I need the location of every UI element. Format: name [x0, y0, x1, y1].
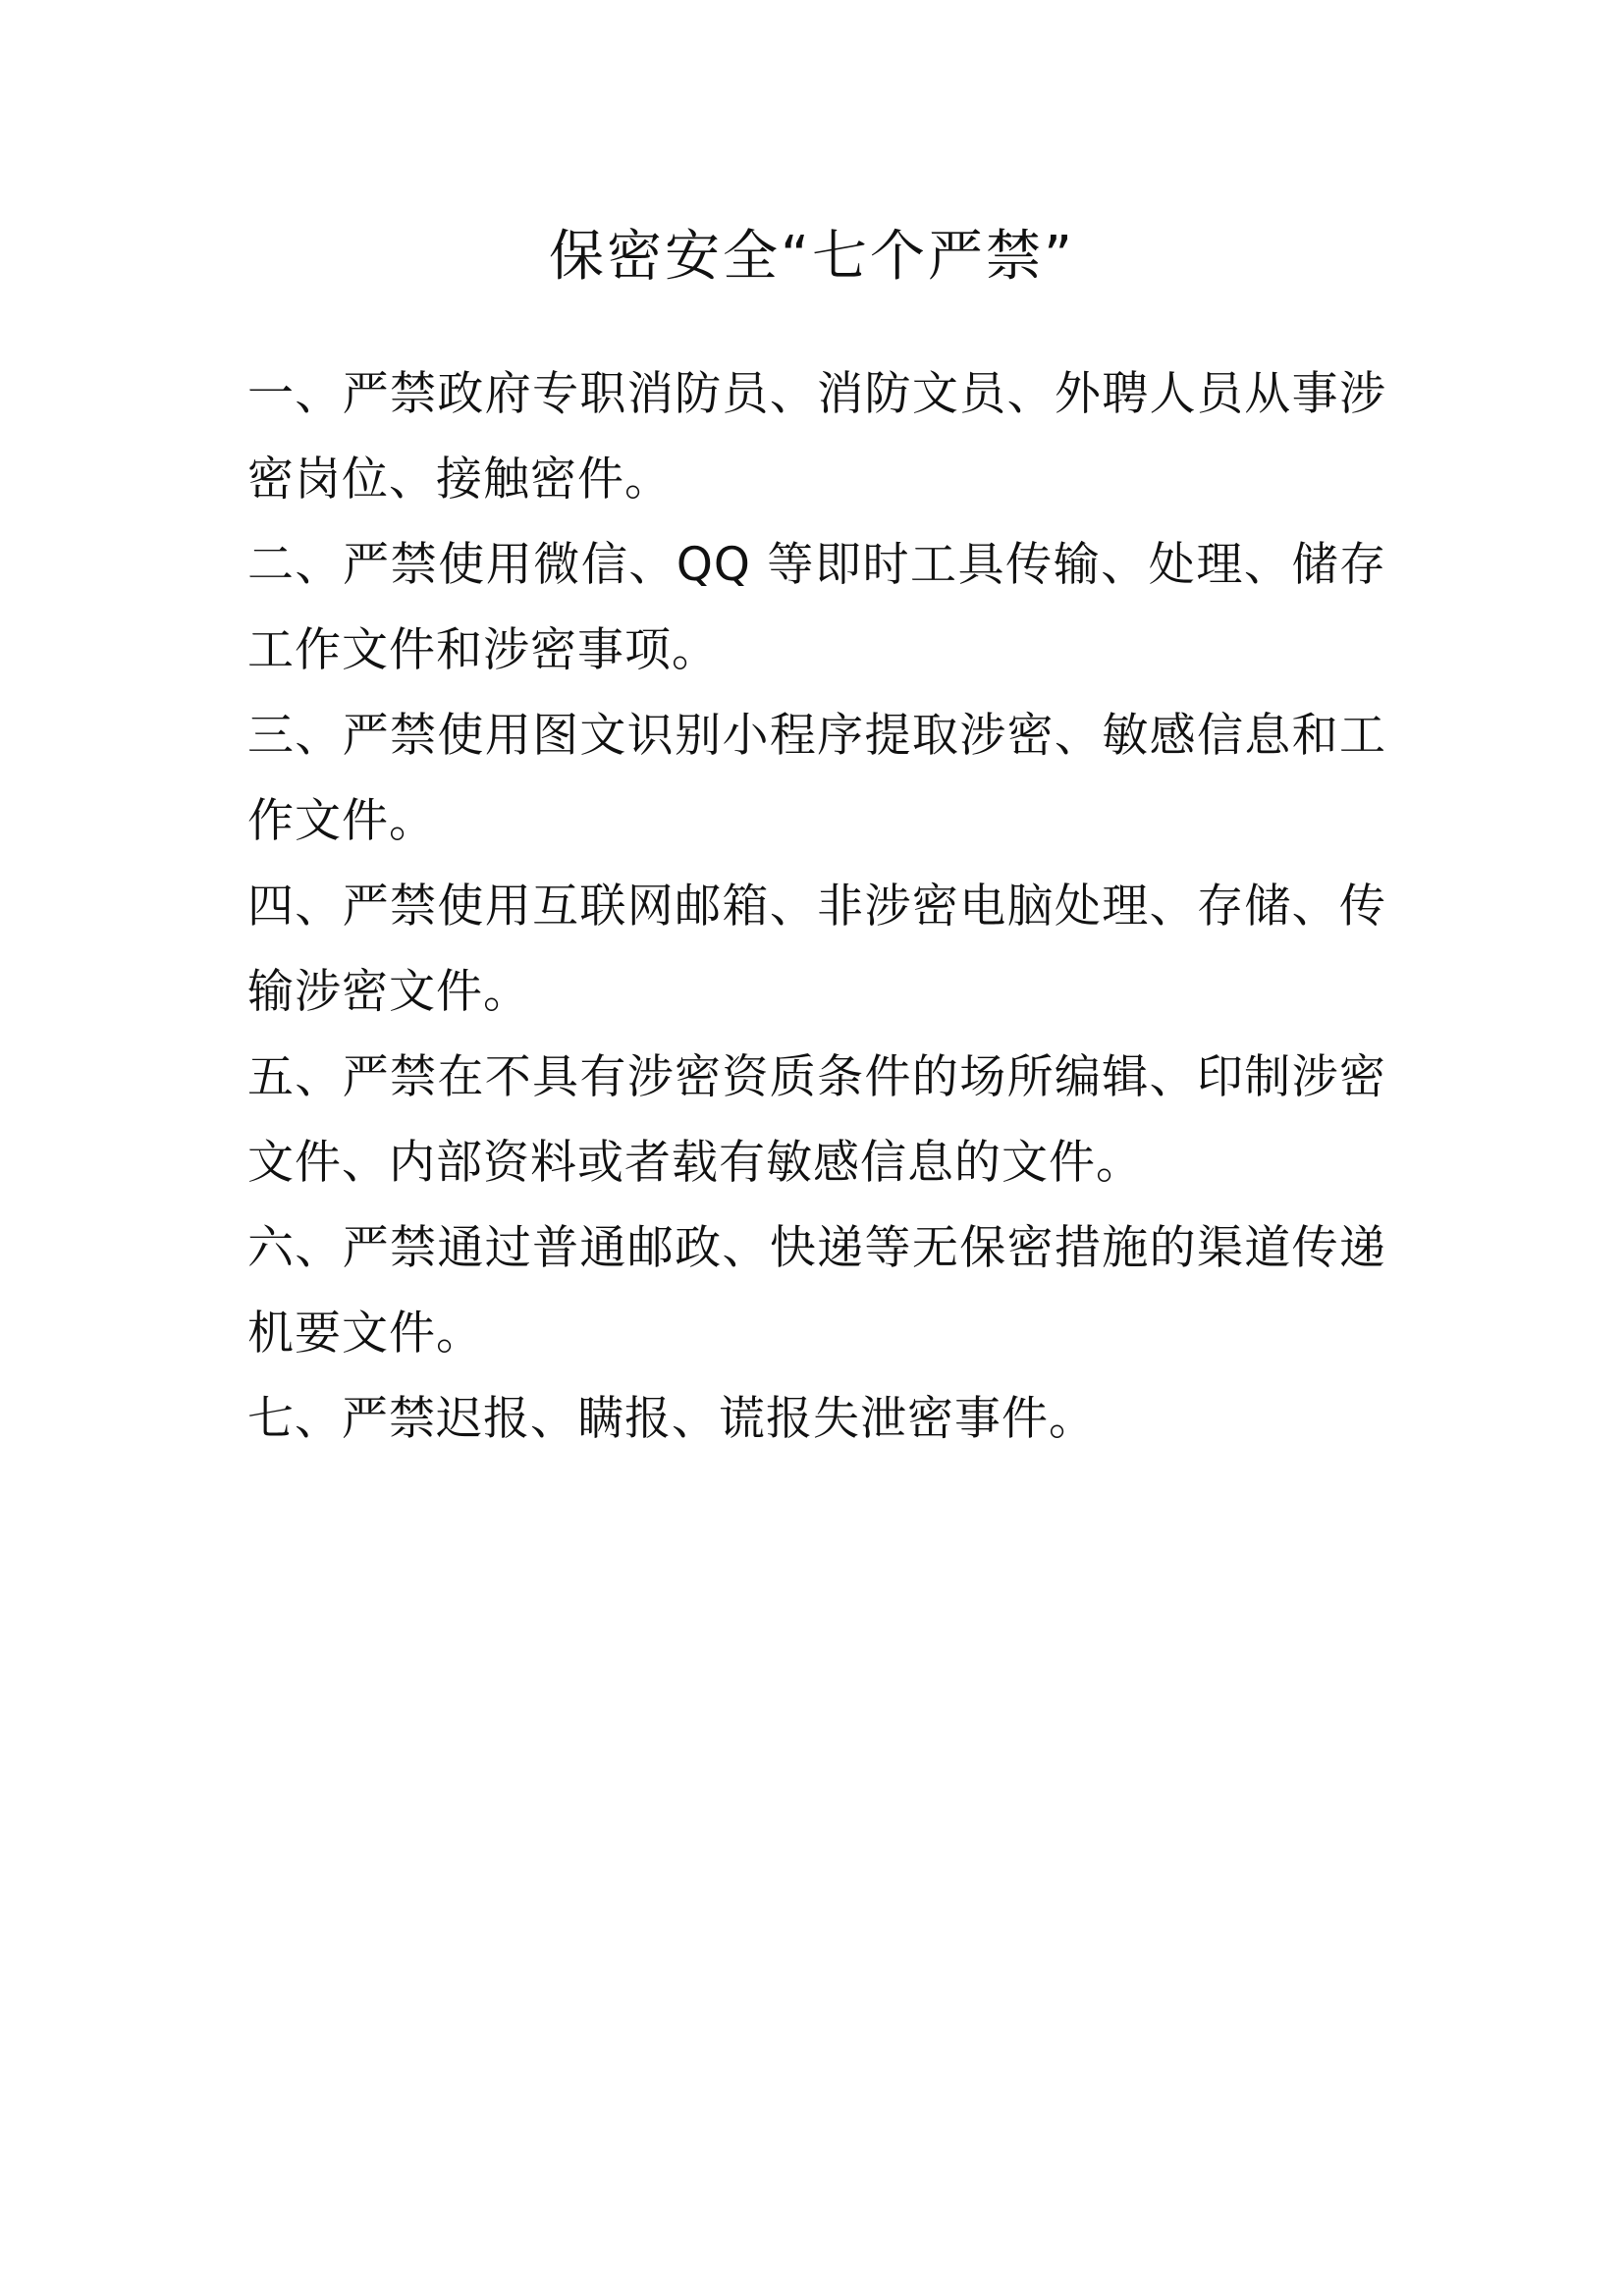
- prohibition-item-6: 六、严禁通过普通邮政、快递等无保密措施的渠道传递机要文件。: [247, 1221, 1386, 1361]
- prohibition-item-3: 三、严禁使用图文识别小程序提取涉密、敏感信息和工作文件。: [247, 709, 1386, 848]
- prohibition-item-2: 二、严禁使用微信、QQ 等即时工具传输、处理、储存工作文件和涉密事项。: [247, 538, 1386, 677]
- page-title: 保密安全“七个严禁”: [548, 225, 1076, 289]
- prohibition-item-7: 七、严禁迟报、瞒报、谎报失泄密事件。: [247, 1392, 1096, 1446]
- prohibition-list: [247, 351, 1386, 1462]
- prohibition-item-1: 一、严禁政府专职消防员、消防文员、外聘人员从事涉密岗位、接触密件。: [247, 367, 1386, 507]
- prohibition-item-5: 五、严禁在不具有涉密资质条件的场所编辑、印制涉密文件、内部资料或者载有敏感信息的文件。: [247, 1050, 1386, 1190]
- prohibition-item-4: 四、严禁使用互联网邮箱、非涉密电脑处理、存储、传输涉密文件。: [247, 880, 1386, 1019]
